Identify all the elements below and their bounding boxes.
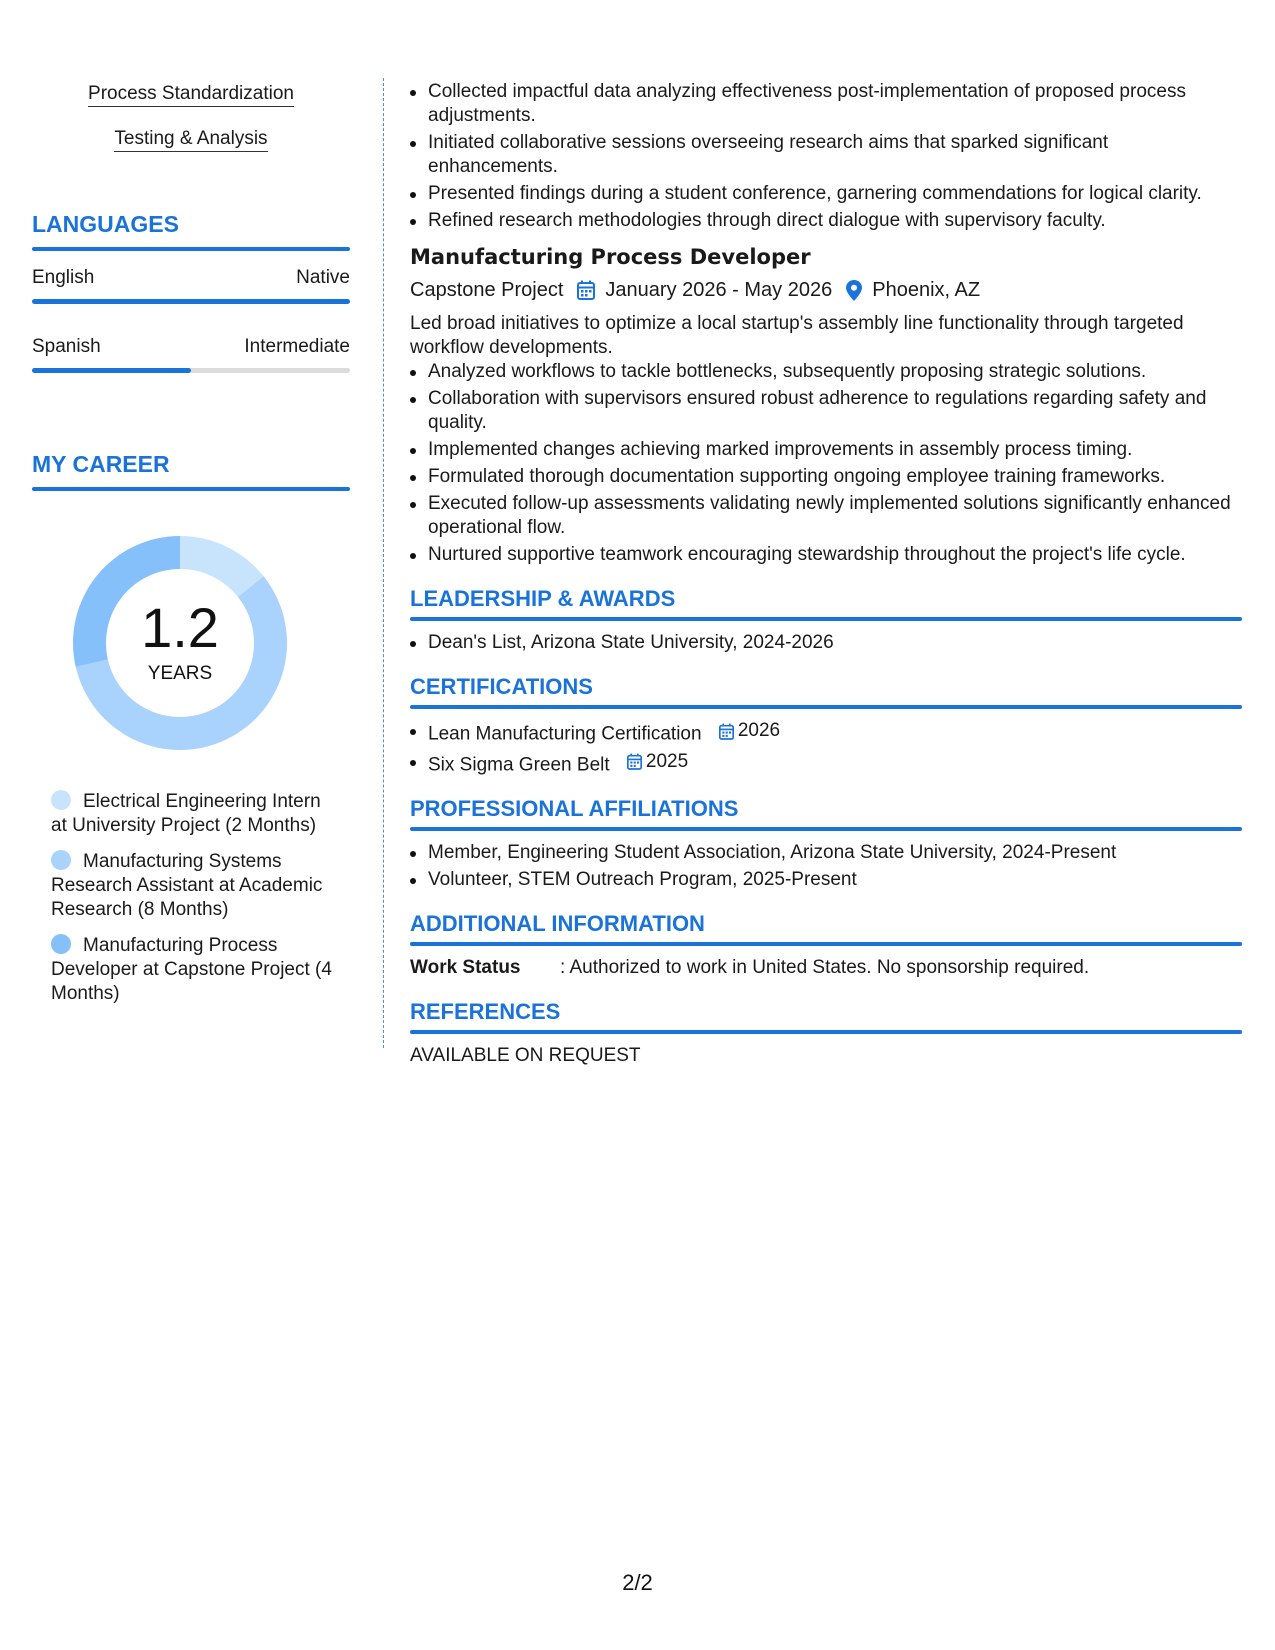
certifications-heading: CERTIFICATIONS [410,674,593,699]
certification-item [410,750,1242,778]
certification-year: 2026 [737,720,781,741]
additional-info-heading: ADDITIONAL INFORMATION [410,911,705,936]
bullet-item: Analyzed workflows to tackle bottlenecks, subsequently proposing strategic solutions. [410,360,1242,384]
language-row-english [32,267,350,289]
job-title: Manufacturing Process Developer [410,245,811,269]
work-status-label: Work Status [410,957,521,978]
calendar-icon [627,753,642,770]
bullet-item: Collected impactful data analyzing effectiveness post-implementation of proposed process adjustments. [410,80,1242,128]
certification-year: 2025 [645,750,689,772]
leadership-heading: LEADERSHIP & AWARDS [410,586,676,611]
certification-name: Lean Manufacturing Certification [428,723,702,745]
language-proficiency-fill [32,368,191,373]
location-pin-icon [846,280,862,301]
career-legend-label: Electrical Engineering Intern at University Project (2 Months) [51,791,321,836]
language-row-spanish [32,336,350,358]
references-text: AVAILABLE ON REQUEST [410,1045,641,1066]
affiliations-list [410,841,1242,892]
skill-tag: Testing & Analysis [114,127,267,152]
job-bullets [410,360,1242,567]
career-legend-item [51,934,341,1006]
certification-item [410,719,1242,747]
section-divider [410,942,1242,946]
language-proficiency-bar [32,368,350,373]
certification-name: Six Sigma Green Belt [428,754,610,775]
leadership-list [410,631,1242,655]
bullet-item: Collaboration with supervisors ensured robust adherence to regulations regarding safety and quality. [410,387,1242,435]
career-legend-item [51,790,341,838]
language-level: Intermediate [244,336,350,357]
affiliations-heading: PROFESSIONAL AFFILIATIONS [410,796,739,821]
bullet-item: Refined research methodologies through direct dialogue with supervisory faculty. [410,209,1242,233]
job-dates: January 2026 - May 2026 [605,279,833,301]
career-legend-item [51,850,341,922]
section-divider [410,617,1242,621]
work-status-row [410,956,1242,980]
page-number: 2/2 [622,1570,653,1595]
calendar-icon [577,280,595,300]
job-location: Phoenix, AZ [872,279,981,301]
language-name: English [32,267,95,288]
legend-dot-icon [51,790,71,810]
section-divider [32,487,350,491]
job-description: Led broad initiatives to optimize a local startup's assembly line functionality through targeted workflow developments. [410,313,1184,358]
career-donut-chart [67,530,293,756]
section-divider [32,247,350,251]
career-total-value: 1.2 [141,596,219,659]
bullet-item: Presented findings during a student conference, garnering commendations for logical clarity. [410,182,1242,206]
skills-list [32,82,350,172]
career-legend [51,790,341,1018]
skill-tag: Process Standardization [88,82,294,107]
career-legend-label: Manufacturing Systems Research Assistant at Academic Research (8 Months) [51,851,323,920]
references-heading: REFERENCES [410,999,561,1024]
bullet-item: Executed follow-up assessments validating newly implemented solutions significantly enhanced operational flow. [410,492,1242,540]
career-heading: MY CAREER [32,451,170,477]
legend-dot-icon [51,934,71,954]
language-level: Native [296,267,350,288]
job-company: Capstone Project [410,279,564,301]
language-proficiency-bar [32,299,350,304]
career-total-unit: YEARS [147,663,213,684]
main-column [410,80,1242,1068]
work-status-value: : Authorized to work in United States. No sponsorship required. [560,957,1090,978]
bullet-item: Dean's List, Arizona State University, 2024-2026 [410,631,1242,655]
section-divider [410,827,1242,831]
career-legend-label: Manufacturing Process Developer at Capstone Project (4 Months) [51,935,332,1004]
section-divider [410,1030,1242,1034]
bullet-item: Formulated thorough documentation supporting ongoing employee training frameworks. [410,465,1242,489]
language-proficiency-fill [32,299,350,304]
column-divider [383,78,384,1048]
language-name: Spanish [32,336,101,357]
bullet-item: Implemented changes achieving marked improvements in assembly process timing. [410,438,1242,462]
calendar-icon [719,723,734,740]
job-meta [410,276,1242,304]
bullet-item: Initiated collaborative sessions overseeing research aims that sparked significant enhancements. [410,131,1242,179]
certifications-list [410,719,1242,777]
bullet-item: Member, Engineering Student Association, Arizona State University, 2024-Present [410,841,1242,865]
bullet-item: Nurtured supportive teamwork encouraging stewardship throughout the project's life cycle. [410,543,1242,567]
previous-job-bullets [410,80,1242,233]
bullet-item: Volunteer, STEM Outreach Program, 2025-Present [410,868,1242,892]
legend-dot-icon [51,850,71,870]
languages-heading: LANGUAGES [32,211,179,237]
section-divider [410,705,1242,709]
